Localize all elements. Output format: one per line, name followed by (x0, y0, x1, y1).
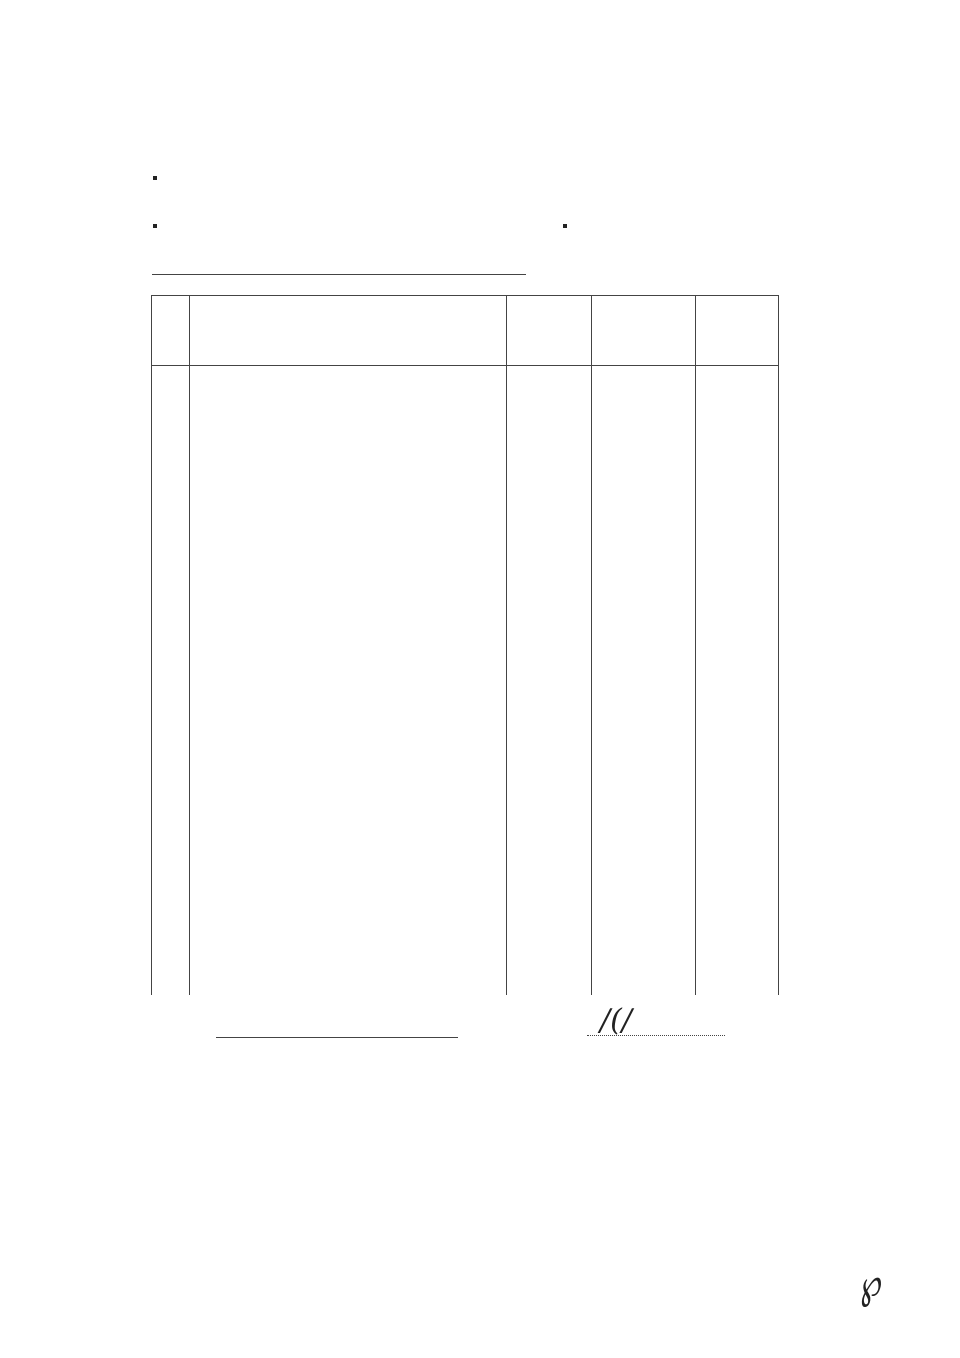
signature-line (587, 1035, 725, 1036)
reg-code-boxes (153, 224, 157, 228)
company-underline (152, 274, 526, 275)
table-left-border (151, 295, 152, 995)
header-bottom-line (151, 365, 779, 366)
col-divider-cd (591, 295, 592, 995)
col-divider-bc (506, 295, 507, 995)
initials-mark: ℘ (848, 1261, 887, 1310)
stat-code-boxes (153, 176, 157, 180)
col-divider-de (695, 295, 696, 995)
date-underline (216, 1037, 458, 1038)
col-divider-ab (189, 295, 190, 995)
signature-mark: /(/ (600, 1003, 632, 1038)
reg-code-extra-boxes (563, 224, 567, 228)
table-top-border (151, 295, 779, 296)
table-right-border (778, 295, 779, 995)
balance-table (151, 295, 779, 995)
